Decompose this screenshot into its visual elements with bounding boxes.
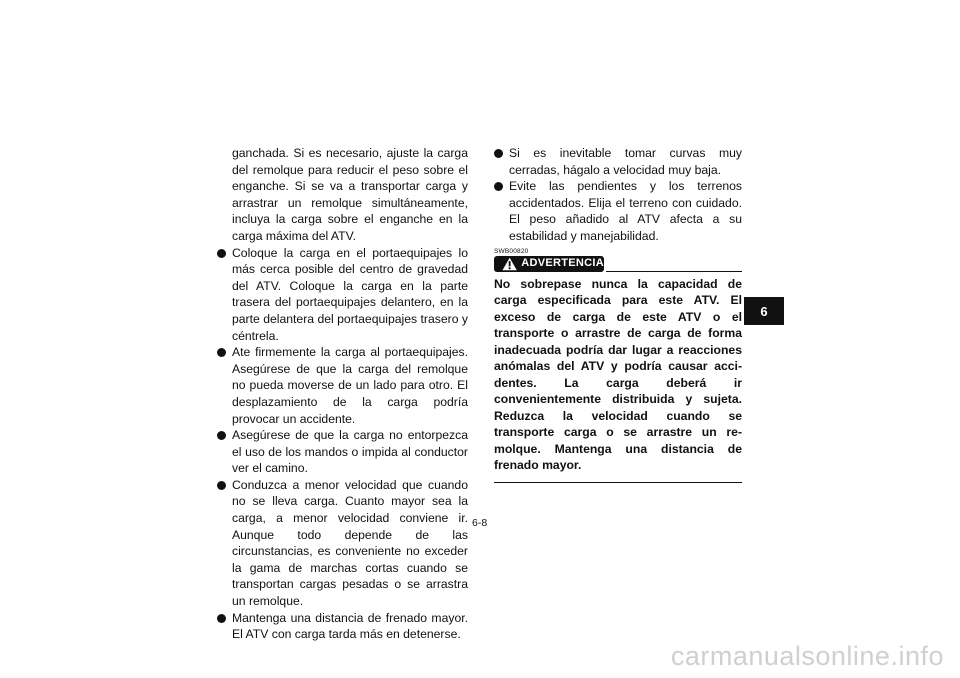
bullet-icon	[494, 182, 503, 191]
list-item	[217, 344, 468, 427]
left-column	[217, 145, 468, 643]
continued-paragraph: ganchada. Si es necesario, ajuste la carga del remolque para reducir el peso sobre el enganche. Si se va a transportar carga y arrastrar un remolque simultáneamente, incluya la carga sobre el enganche en la carga máxima del ATV.	[232, 146, 468, 243]
warning-triangle-icon	[502, 257, 517, 271]
list-item-text: Conduzca a menor velocidad que cuando no se lleva carga. Cuanto mayor sea la carga, a menor velocidad conviene ir. Aunque todo depende de las circunstancias, es conveniente no exceder la gama de marchas cortas cuando se transportan cargas pesadas o se arrastra un remolque.	[232, 477, 468, 609]
list-item-text: Coloque la carga en el portaequipajes lo más cerca posible del centro de gravedad del ATV. Coloque la carga en la parte trasera del portaequipajes delantero, en la parte delantera del portaequipajes trasero y céntrela.	[232, 245, 468, 343]
list-item-text: Asegúrese de que la carga no entorpezca el uso de los mandos o impida al conductor ver el camino.	[232, 428, 468, 476]
page-number: 6-8	[472, 517, 488, 529]
list-item	[217, 245, 468, 345]
bullet-icon	[217, 614, 226, 623]
warning-bottom-rule	[494, 482, 742, 483]
warning-header	[494, 256, 742, 274]
list-item-text: Ate firmemente la carga al portaequipajes. Asegúrese de que la carga del remolque no pueda moverse de un lado para otro. El desplazamiento de la carga podría provocar un accidente.	[232, 345, 468, 426]
section-tab: 6	[744, 297, 784, 325]
warning-code: SWB00820	[494, 247, 529, 255]
watermark: carmanualsonline.info	[670, 641, 944, 671]
warning-header-rule	[606, 271, 742, 272]
bullet-icon	[494, 149, 503, 158]
warning-box	[494, 248, 742, 483]
bullet-icon	[217, 348, 226, 357]
bullet-icon	[217, 431, 226, 440]
bullet-icon	[217, 249, 226, 258]
list-item	[217, 477, 468, 610]
right-column	[494, 145, 742, 483]
list-item	[217, 427, 468, 477]
warning-text: No sobrepase nunca la capacidad de carga especificada para este ATV. El exceso de carga de este ATV o el transporte o arrastre de carga de forma inadecuada podría dar lugar a reacciones anómalas del ATV y podría causar accidentes. La carga deberá ir convenientemente distribuida y sujeta. Reduzca la velocidad cuando se transporte carga o se arrastre un remolque. Mantenga una distancia de frenado mayor.	[494, 276, 742, 473]
list-item-text: Si es inevitable tomar curvas muy cerradas, hágalo a velocidad muy baja.	[509, 146, 742, 177]
list-item	[217, 610, 468, 643]
warning-badge	[494, 256, 604, 272]
bullet-icon	[217, 481, 226, 490]
list-item-text: Evite las pendientes y los terrenos accidentados. Elija el terreno con cuidado. El peso añadido al ATV afecta a su estabilidad y manejabilidad.	[509, 179, 742, 243]
list-item	[494, 145, 742, 178]
list-item	[494, 178, 742, 244]
warning-label: ADVERTENCIA	[521, 257, 604, 270]
list-item-text: Mantenga una distancia de frenado mayor. El ATV con carga tarda más en detenerse.	[232, 610, 468, 642]
